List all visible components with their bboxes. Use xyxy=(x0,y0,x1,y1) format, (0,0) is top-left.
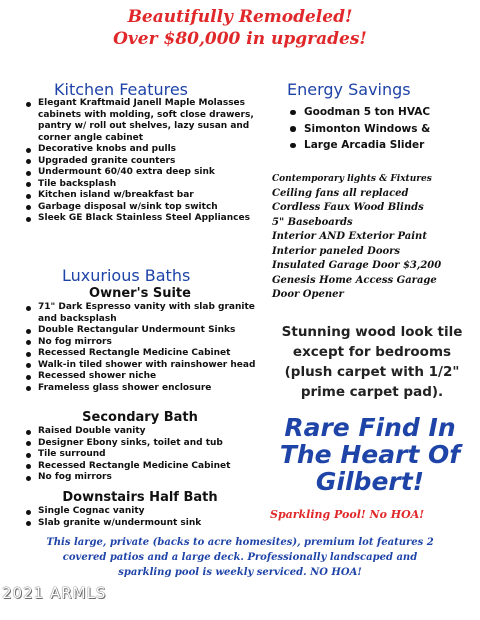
list-item: Kitchen island w/breakfast bar xyxy=(24,190,256,202)
secondary-bath-title: Secondary Bath xyxy=(82,410,198,425)
owners-suite-title: Owner's Suite xyxy=(89,286,191,301)
feature-line: 5" Baseboards xyxy=(272,216,353,228)
feature-line: Contemporary lights & Fixtures xyxy=(272,174,432,184)
kitchen-title: Kitchen Features xyxy=(54,80,189,99)
owners-suite-list xyxy=(24,302,268,394)
flooring-line: except for bedrooms xyxy=(292,344,452,360)
list-item: Recessed Rectangle Medicine Cabinet xyxy=(24,348,268,360)
flooring-line: (plush carpet with 1/2" xyxy=(284,364,460,380)
list-item: Sleek GE Black Stainless Steel Appliances xyxy=(24,213,256,225)
list-item: Tile surround xyxy=(24,449,268,461)
list-item: Frameless glass shower enclosure xyxy=(24,383,268,395)
list-item: Walk-in tiled shower with rainshower head xyxy=(24,360,268,372)
headline-line2: Over $80,000 in upgrades! xyxy=(113,29,367,49)
feature-line: Insulated Garage Door $3,200 xyxy=(272,260,442,271)
kitchen-list xyxy=(24,98,256,225)
rare-find-callout xyxy=(268,414,472,495)
energy-title: Energy Savings xyxy=(287,80,411,99)
sparkling-pool-note: Sparkling Pool! No HOA! xyxy=(270,508,425,521)
list-item: Undermount 60/40 extra deep sink xyxy=(24,167,256,179)
feature-line: Genesis Home Access Garage xyxy=(272,274,437,286)
list-item: Raised Double vanity xyxy=(24,426,268,438)
list-item: Decorative knobs and pulls xyxy=(24,144,256,156)
rare-line: The Heart Of xyxy=(279,440,461,469)
feature-line: Door Opener xyxy=(272,289,344,300)
list-item: Elegant Kraftmaid Janell Maple Molasses cabinets with molding, soft close drawers, pantry w/ roll out shelves, lazy susan and corner angle cabinet xyxy=(24,98,256,144)
flooring-line: prime carpet pad). xyxy=(300,384,444,400)
list-item: Recessed shower niche xyxy=(24,371,268,383)
feature-line: Cordless Faux Wood Blinds xyxy=(272,202,424,213)
list-item: Double Rectangular Undermount Sinks xyxy=(24,325,268,337)
secondary-bath-list xyxy=(24,426,268,484)
list-item: Garbage disposal w/sink top switch xyxy=(24,202,256,214)
list-item: Slab granite w/undermount sink xyxy=(24,518,268,530)
description-line: This large, private (backs to acre homesites), premium lot features 2 xyxy=(46,537,434,548)
rare-line: Gilbert! xyxy=(315,467,425,496)
armls-watermark: 2021 ARMLS xyxy=(2,584,107,602)
features-list xyxy=(272,172,472,303)
baths-title: Luxurious Baths xyxy=(62,266,191,285)
list-item: Single Cognac vanity xyxy=(24,506,268,518)
description-line: sparkling pool is weekly serviced. NO HOA! xyxy=(118,567,362,578)
description-line: covered patios and a large deck. Professionally landscaped and xyxy=(62,552,418,563)
list-item: No fog mirrors xyxy=(24,472,268,484)
feature-line: Interior AND Exterior Paint xyxy=(272,231,427,242)
half-bath-list xyxy=(24,506,268,529)
list-item: 71" Dark Espresso vanity with slab granite and backsplash xyxy=(24,302,268,325)
headline xyxy=(0,6,480,50)
headline-line1: Beautifully Remodeled! xyxy=(127,7,353,27)
list-item: Goodman 5 ton HVAC xyxy=(286,104,476,121)
feature-line: Ceiling fans all replaced xyxy=(272,187,409,199)
list-item: No fog mirrors xyxy=(24,337,268,349)
feature-line: Interior paneled Doors xyxy=(272,245,401,257)
list-item: Large Arcadia Slider xyxy=(286,137,476,154)
list-item: Designer Ebony sinks, toilet and tub xyxy=(24,438,268,450)
list-item: Tile backsplash xyxy=(24,179,256,191)
lot-description xyxy=(20,535,460,580)
flooring-line: Stunning wood look tile xyxy=(281,324,463,340)
energy-list xyxy=(286,104,476,154)
list-item: Upgraded granite counters xyxy=(24,156,256,168)
list-item: Simonton Windows & xyxy=(286,121,476,138)
list-item: Recessed Rectangle Medicine Cabinet xyxy=(24,461,268,473)
half-bath-title: Downstairs Half Bath xyxy=(62,490,218,505)
flooring-note xyxy=(272,322,472,402)
rare-line: Rare Find In xyxy=(284,413,456,442)
